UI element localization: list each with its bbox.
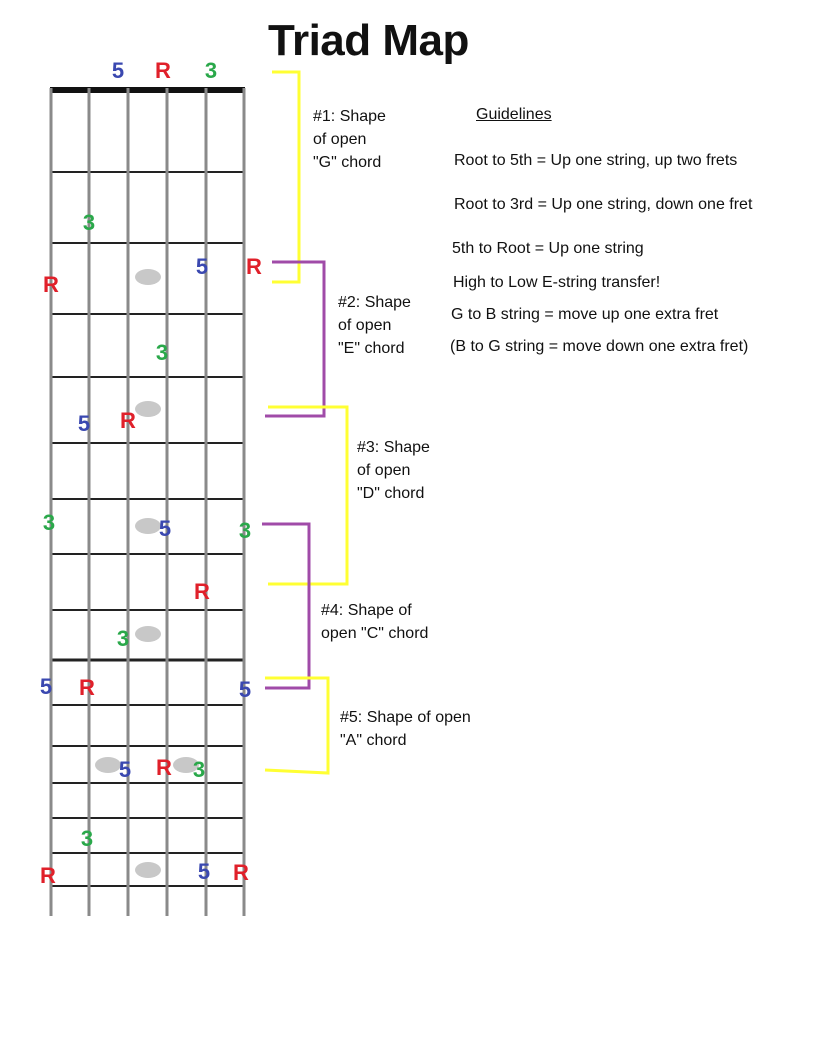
guidelines-heading: Guidelines: [476, 106, 552, 123]
shape-2-line-1: #2: Shape: [338, 294, 411, 311]
inlay-dot: [95, 757, 121, 773]
third-mark: 3: [82, 210, 96, 235]
inlay-dot: [135, 518, 161, 534]
guideline-item: G to B string = move up one extra fret: [451, 306, 719, 323]
root-mark: R: [246, 254, 262, 279]
header-third-mark: 3: [204, 58, 218, 83]
root-mark: R: [194, 579, 210, 604]
inlay-dot: [135, 401, 161, 417]
shape-1-line-2: of open: [313, 131, 367, 148]
third-mark: 3: [116, 626, 130, 651]
root-mark: R: [79, 675, 95, 700]
third-mark: 3: [238, 518, 252, 543]
fifth-mark: 5: [39, 674, 53, 699]
shape-5-label: [340, 706, 471, 752]
fifth-mark: 5: [197, 859, 211, 884]
third-mark: 3: [80, 826, 94, 851]
shape-3-label: [357, 436, 430, 505]
fifth-mark: 5: [158, 516, 172, 541]
guideline-item: (B to G string = move down one extra fret): [450, 338, 749, 355]
bracket-shape-4: [262, 524, 309, 688]
third-mark: 3: [42, 510, 56, 535]
fretboard: [50, 87, 245, 916]
shape-brackets: [262, 72, 347, 773]
neck-background: [50, 88, 245, 916]
bracket-shape-5: [265, 678, 328, 773]
fifth-mark: 5: [238, 677, 252, 702]
guideline-item: High to Low E-string transfer!: [453, 274, 661, 291]
header-root-mark: R: [155, 58, 171, 83]
nut: [50, 87, 245, 93]
shape-1-label: [313, 105, 386, 174]
shape-4-line-1: #4: Shape of: [321, 602, 412, 619]
shape-1-line-1: #1: Shape: [313, 108, 386, 125]
shape-4-label: [321, 599, 428, 645]
shape-1-line-3: "G" chord: [313, 154, 382, 171]
fifth-mark: 5: [77, 411, 91, 436]
root-mark: R: [120, 408, 136, 433]
shape-2-label: [338, 291, 411, 360]
inlay-dot: [135, 862, 161, 878]
bracket-shape-1: [272, 72, 299, 282]
fifth-mark: 5: [195, 254, 209, 279]
header-fifth-mark: 5: [111, 58, 125, 83]
fifth-mark: 5: [118, 757, 132, 782]
inlay-dot: [135, 626, 161, 642]
third-mark: 3: [192, 757, 206, 782]
shape-2-line-2: of open: [338, 317, 392, 334]
guideline-item: 5th to Root = Up one string: [452, 240, 644, 257]
page-title: Triad Map: [268, 16, 469, 65]
bracket-shape-2: [265, 262, 324, 416]
shape-3-line-2: of open: [357, 462, 411, 479]
shape-3-line-1: #3: Shape: [357, 439, 430, 456]
root-mark: R: [40, 863, 56, 888]
guideline-item: Root to 3rd = Up one string, down one fret: [454, 196, 753, 213]
root-mark: R: [43, 272, 59, 297]
inlay-dot: [135, 269, 161, 285]
root-mark: R: [156, 755, 172, 780]
third-mark: 3: [155, 340, 169, 365]
shape-3-line-3: "D" chord: [357, 485, 425, 502]
guideline-item: Root to 5th = Up one string, up two frets: [454, 152, 738, 169]
shape-5-line-1: #5: Shape of open: [340, 709, 471, 726]
shape-2-line-3: "E" chord: [338, 340, 405, 357]
root-mark: R: [233, 860, 249, 885]
shape-5-line-2: "A" chord: [340, 732, 407, 749]
shape-4-line-2: open "C" chord: [321, 625, 429, 642]
